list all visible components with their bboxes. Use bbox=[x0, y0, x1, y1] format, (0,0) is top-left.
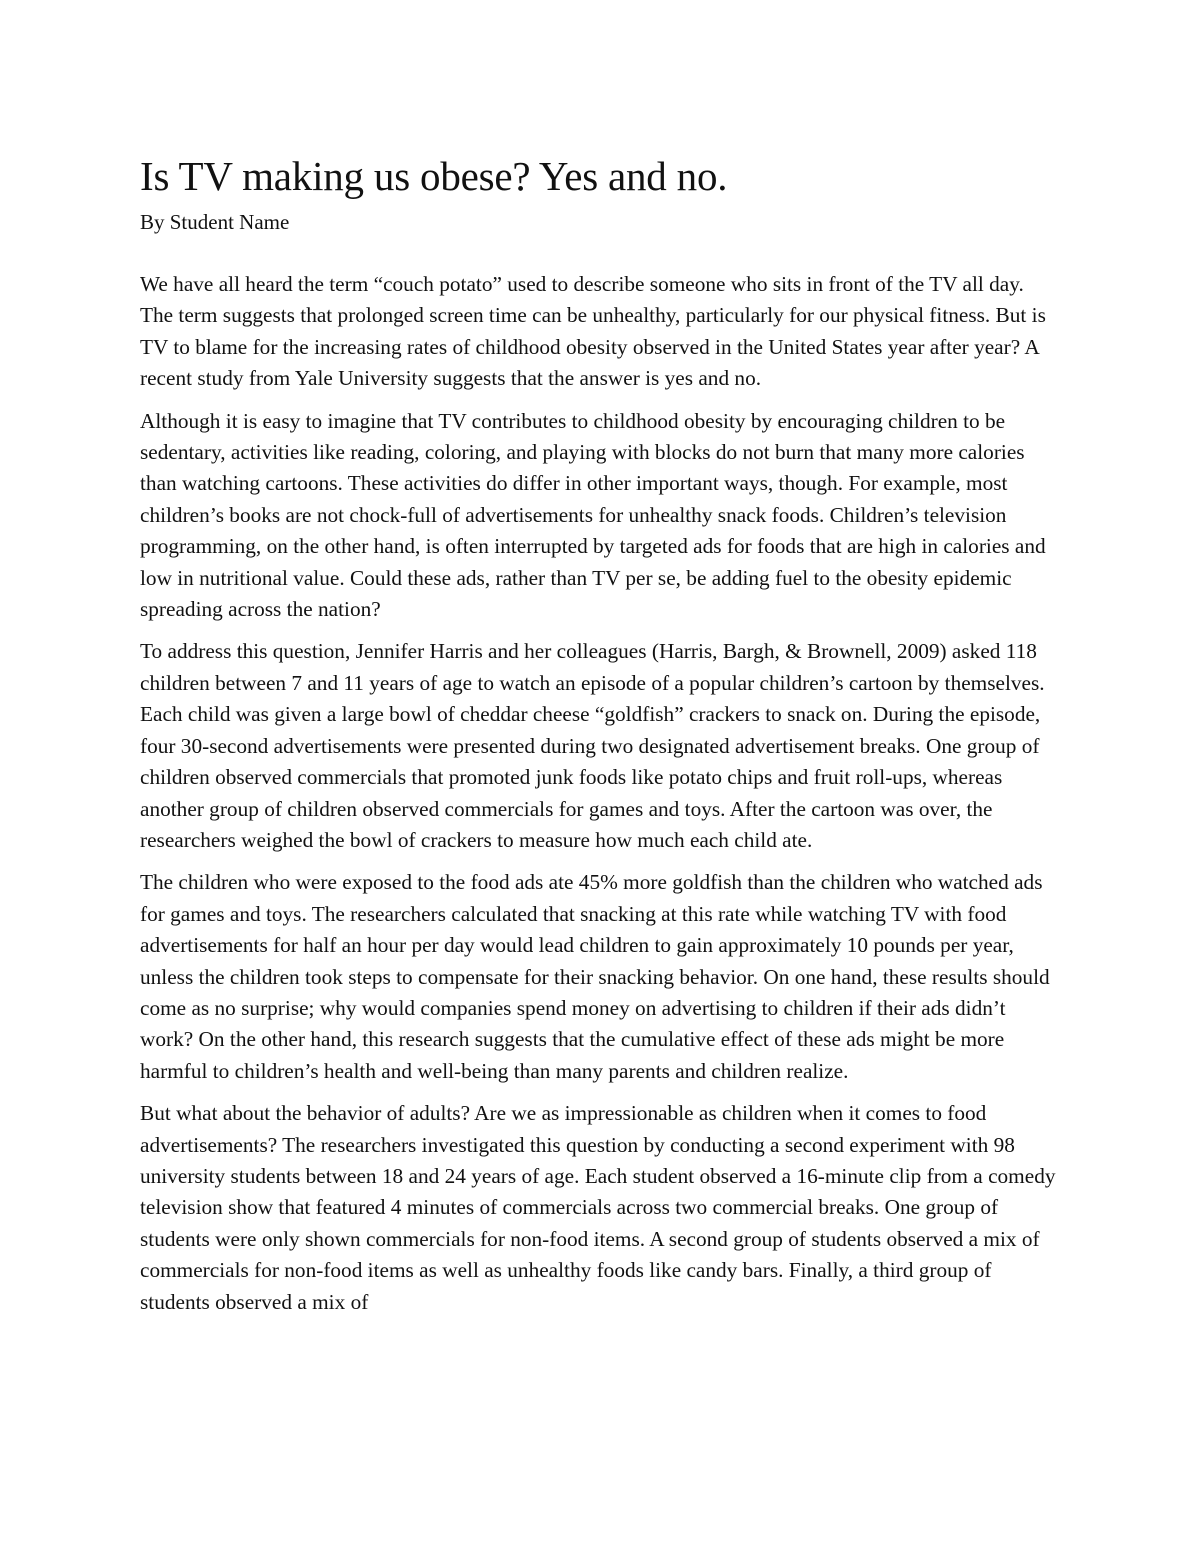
author-byline: By Student Name bbox=[140, 210, 290, 234]
document-title: Is TV making us obese? Yes and no. bbox=[140, 153, 728, 199]
document-body bbox=[140, 269, 1060, 1318]
paragraph-2: Although it is easy to imagine that TV contributes to childhood obesity by encouraging children to be sedentary, activities like reading, coloring, and playing with blocks do not burn that many more calories than watching cartoons. These activities do differ in other important ways, though. For example, most children’s books are not chock-full of advertisements for unhealthy snack foods. Children’s television programming, on the other hand, is often interrupted by targeted ads for foods that are high in calories and low in nutritional value. Could these ads, rather than TV per se, be adding fuel to the obesity epidemic spreading across the nation? bbox=[140, 408, 1046, 622]
paragraph-5: But what about the behavior of adults? Are we as impressionable as children when it comes to food advertisements? The researchers investigated this question by conducting a second experiment with 98 university students between 18 and 24 years of age. Each student observed a 16-minute clip from a comedy television show that featured 4 minutes of commercials across two commercial breaks. One group of students were only shown commercials for non-food items. A second group of students observed a mix of commercials for non-food items as well as unhealthy foods like candy bars. Finally, a third group of students observed a mix of bbox=[140, 1101, 1056, 1314]
document-content bbox=[140, 152, 1060, 1318]
paragraph-4: The children who were exposed to the food ads ate 45% more goldfish than the children who watched ads for games and toys. The researchers calculated that snacking at this rate while watching TV with food advertisements for half an hour per day would lead children to gain approximately 10 pounds per year, unless the children took steps to compensate for their snacking behavior. On one hand, these results should come as no surprise; why would companies spend money on advertising to children if their ads didn’t work? On the other hand, this research suggests that the cumulative effect of these ads might be more harmful to children’s health and well-being than many parents and children realize. bbox=[140, 870, 1050, 1083]
paragraph-3: To address this question, Jennifer Harris and her colleagues (Harris, Bargh, & Brownell, 2009) asked 118 children between 7 and 11 years of age to watch an episode of a popular children’s cartoon by themselves. Each child was given a large bowl of cheddar cheese “goldfish” crackers to snack on. During the episode, four 30-second advertisements were presented during two designated advertisement breaks. One group of children observed commercials that promoted junk foods like potato chips and fruit roll-ups, whereas another group of children observed commercials for games and toys. After the cartoon was over, the researchers weighed the bowl of crackers to measure how much each child ate. bbox=[140, 639, 1045, 852]
paragraph-1: We have all heard the term “couch potato” used to describe someone who sits in front of the TV all day. The term suggests that prolonged screen time can be unhealthy, particularly for our physical fitness. But is TV to blame for the increasing rates of childhood obesity observed in the United States year after year? A recent study from Yale University suggests that the answer is yes and no. bbox=[140, 272, 1046, 391]
